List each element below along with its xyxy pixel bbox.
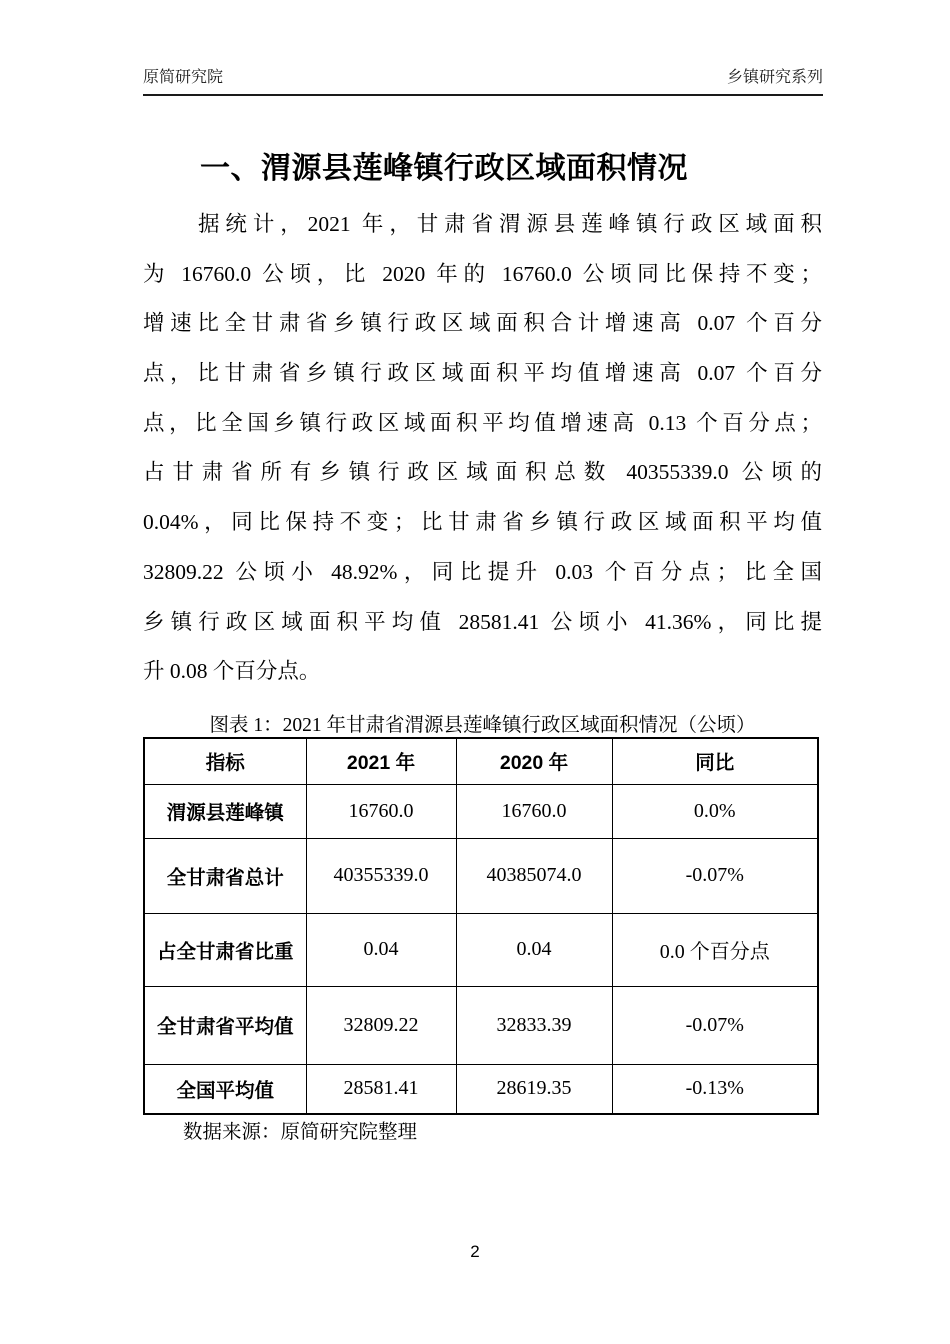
- paragraph-line: 0.04%，同比保持不变；比甘肃省乡镇行政区域面积平均值: [143, 510, 822, 535]
- table-row: [144, 784, 818, 838]
- table-cell: 16760.0: [306, 784, 456, 838]
- col-header-yoy: 同比: [612, 738, 818, 784]
- paragraph-line: 乡镇行政区域面积平均值 28581.41 公顷小 41.36%，同比提: [143, 609, 822, 634]
- col-header-2020: 2020 年: [456, 738, 612, 784]
- table-cell: 28581.41: [306, 1064, 456, 1114]
- table-caption: 图表 1：2021 年甘肃省渭源县莲峰镇行政区域面积情况（公顷）: [209, 715, 756, 736]
- paragraph-line: 占甘肃省所有乡镇行政区域面积总数 40355339.0 公顷的: [143, 460, 822, 485]
- row-label-province-average: 全甘肃省平均值: [144, 986, 306, 1064]
- table-row: [144, 913, 818, 986]
- row-label-national-average: 全国平均值: [144, 1064, 306, 1114]
- table-cell: 0.04: [306, 913, 456, 986]
- row-label-province-share: 占全甘肃省比重: [144, 913, 306, 986]
- table-cell: -0.13%: [612, 1064, 818, 1114]
- area-data-table: [143, 737, 819, 1115]
- paragraph-line: 点，比全国乡镇行政区域面积平均值增速高 0.13 个百分点；: [143, 410, 822, 435]
- col-header-2021: 2021 年: [306, 738, 456, 784]
- running-header: [143, 64, 823, 96]
- table-header-row: [144, 738, 818, 784]
- paragraph-line: 32809.22 公顷小 48.92%，同比提升 0.03 个百分点；比全国: [143, 559, 822, 584]
- paragraph-line: 点，比甘肃省乡镇行政区域面积平均值增速高 0.07 个百分: [143, 361, 822, 386]
- table-cell: -0.07%: [612, 838, 818, 913]
- section-title: 一、渭源县莲峰镇行政区域面积情况: [200, 152, 688, 185]
- paragraph-line: 据统计，2021 年，甘肃省渭源县莲峰镇行政区域面积: [198, 212, 822, 236]
- paragraph-line: 为 16760.0 公顷，比 2020 年的 16760.0 公顷同比保持不变；: [143, 261, 822, 286]
- table-row: [144, 838, 818, 913]
- table-row: [144, 1064, 818, 1114]
- data-source-note: 数据来源：原简研究院整理: [183, 1122, 418, 1143]
- col-header-indicator: 指标: [144, 738, 306, 784]
- row-label-town: 渭源县莲峰镇: [144, 784, 306, 838]
- paragraph-line: 增速比全甘肃省乡镇行政区域面积合计增速高 0.07 个百分: [143, 311, 822, 336]
- table-cell: -0.07%: [612, 986, 818, 1064]
- header-right-label: 乡镇研究系列: [726, 69, 823, 86]
- row-label-province-total: 全甘肃省总计: [144, 838, 306, 913]
- table-cell: 0.04: [456, 913, 612, 986]
- paragraph-line: 升 0.08 个百分点。: [143, 659, 321, 684]
- table-cell: 0.0 个百分点: [612, 913, 818, 986]
- table-cell: 32833.39: [456, 986, 612, 1064]
- header-left-label: 原简研究院: [143, 69, 224, 86]
- table-cell: 32809.22: [306, 986, 456, 1064]
- table-cell: 40385074.0: [456, 838, 612, 913]
- table-cell: 0.0%: [612, 784, 818, 838]
- table-cell: 40355339.0: [306, 838, 456, 913]
- table-row: [144, 986, 818, 1064]
- body-paragraph: [143, 200, 822, 697]
- table-cell: 28619.35: [456, 1064, 612, 1114]
- page-number: 2: [470, 1242, 480, 1261]
- table-cell: 16760.0: [456, 784, 612, 838]
